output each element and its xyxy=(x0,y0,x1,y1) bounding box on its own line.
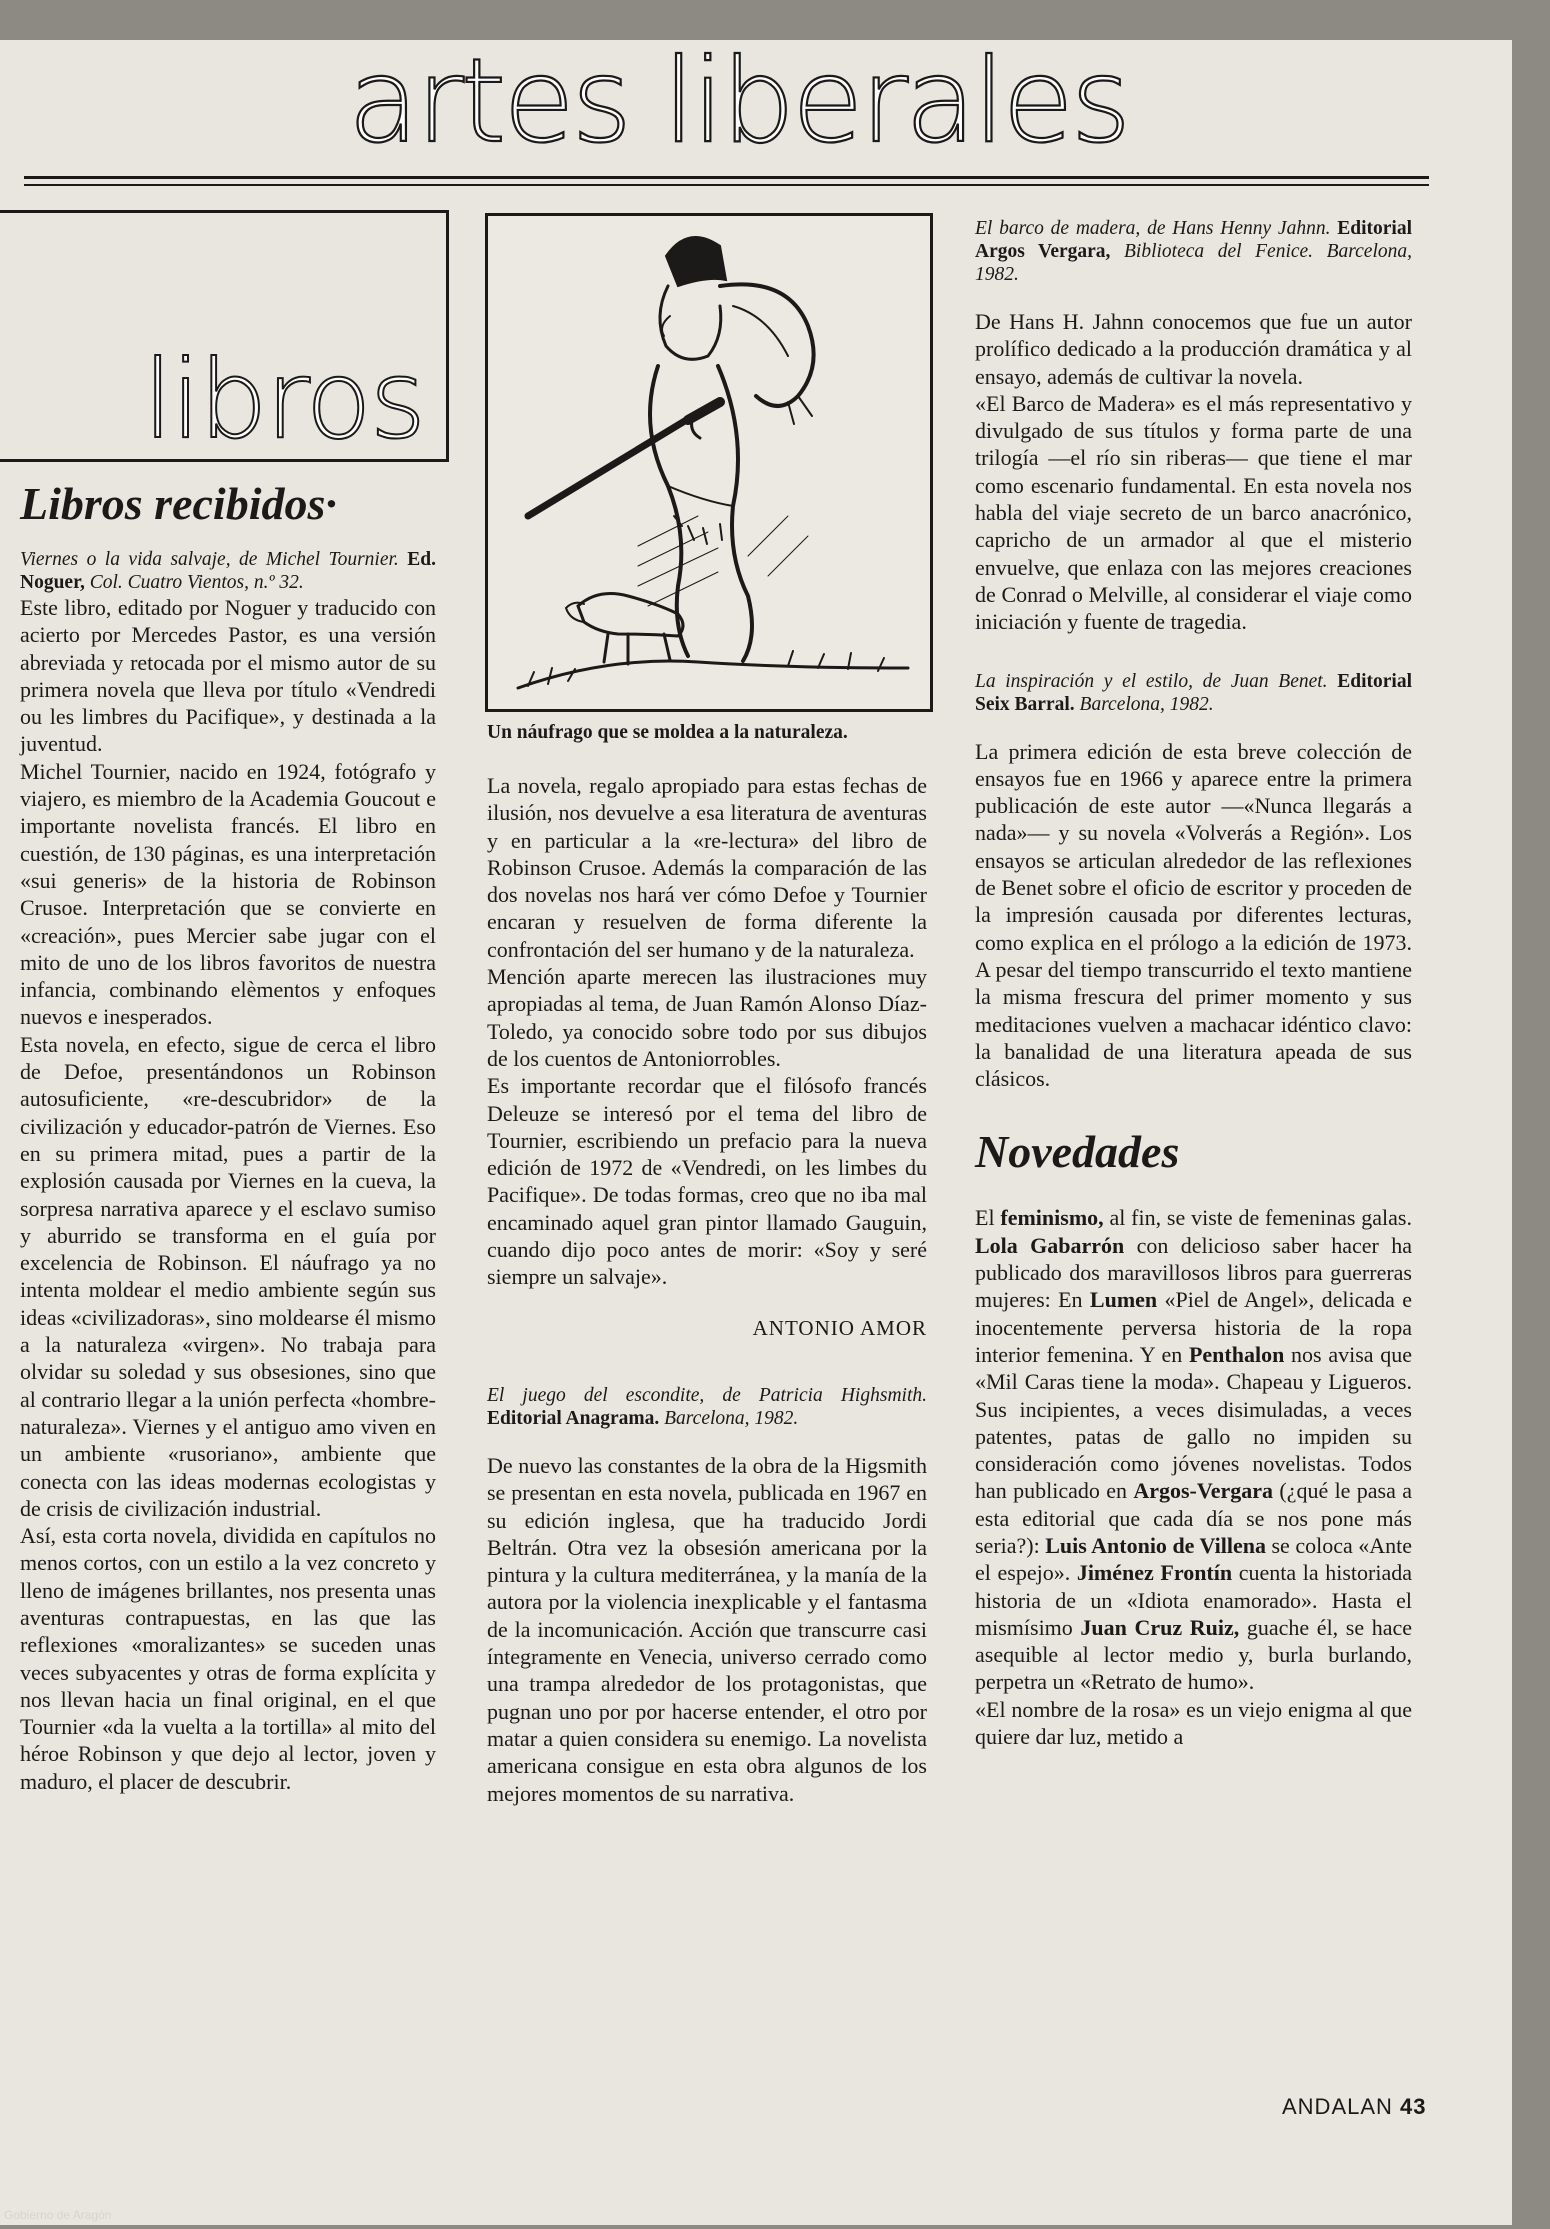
novedades-bold: Luis Antonio de Villena xyxy=(1045,1532,1266,1558)
novedades-bold: Argos-Vergara xyxy=(1133,1478,1274,1504)
book-author: de Juan Benet. xyxy=(1192,670,1338,692)
magazine-name: ANDALAN xyxy=(1282,2094,1393,2119)
review-reference xyxy=(20,548,436,594)
paragraph: Este libro, editado por Noguer y traducido con acierto por Mercedes Pastor, es una versión abreviada y retocada por el mismo autor de su primera novela que lleva por título «Vendredi ou les limbres du Pacifique», y destinada a la juventud. xyxy=(20,595,436,757)
book-publisher: Editorial Argos Vergara, xyxy=(975,218,1412,262)
novedades-text: guache él, se hace asequible al lector medio y, burla burlando, perpetra un «Retrato de humo». xyxy=(975,1614,1413,1695)
paragraph: «El nombre de la rosa» es un viejo enigma al que quiere dar luz, metido a xyxy=(975,1696,1412,1750)
paragraph: La novela, regalo apropiado para estas fechas de ilusión, nos devuelve a esa literatura de aventuras y en particular a la «re-lectura» del libro de Robinson Crusoe. Además la comparación de las dos novelas nos hará ver cómo Defoe y Tournier encaran y resuelven de forma diferente la confrontación del ser humano y de la naturaleza. xyxy=(487,773,927,962)
novedades-bold: feminismo, xyxy=(1000,1205,1104,1231)
book-author: de Patricia Highsmith. xyxy=(704,1384,927,1406)
paragraph: Es importante recordar que el filósofo francés Deleuze se interesó por el tema del libro de Tournier, escribiendo un prefacio para la nueva edición de 1972 de «Vendredi, on les limbes du Pacifique». De todas formas, creo que no iba mal encaminado aquel gran pintor llamado Gauguin, cuando dijo poco antes de morir: «Soy y seré siempre un salvaje». xyxy=(487,1073,927,1290)
novedades-paragraph xyxy=(975,1204,1412,1695)
libros-box xyxy=(0,210,449,462)
paragraph: La primera edición de esta breve colección de ensayos fue en 1966 y aparece entre la primera publicación de este autor —«Nunca llegarás a nada»— y su novela «Volverás a Región». Los ensayos se articulan alrededor de las reflexiones de Benet sobre el oficio de escritor y proceden de la impresión causada por diferentes lecturas, como explica en el prólogo a la edición de 1973. A pesar del tiempo transcurrido el texto mantiene la misma frescura del primer momento y sus meditaciones vuelven a machacar idéntico clavo: la banalidad de una literatura apeada de sus clásicos. xyxy=(975,738,1412,1092)
novedades-text: cuenta la historiada historia de un «Idiota enamorado». Hasta el mismísimo xyxy=(975,1560,1412,1640)
book-place: Barcelona, 1982. xyxy=(1074,693,1214,715)
author-signature: ANTONIO AMOR xyxy=(752,1315,927,1340)
paragraph: Así, esta corta novela, dividida en capítulos no menos cortos, con un estilo a la vez concreto y lleno de imágenes brillantes, nos presenta unas aventuras contrapuestas, en las que las reflexiones «moralizantes» se suceden unas veces subyacentes y otras de forma explícita y nos llevan hacia un final original, en el que Tournier «da la vuelta a la tortilla» al mito del héroe Robinson y que dejo al lector, joven y maduro, el placer de descubrir. xyxy=(20,1523,436,1794)
paragraph: De Hans H. Jahnn conocemos que fue un autor prolífico dedicado a la producción dramática y al ensayo, además de cultivar la novela. xyxy=(975,309,1412,389)
masthead-rule-bottom xyxy=(24,184,1429,186)
novedades-bold: Juan Cruz Ruiz, xyxy=(1080,1614,1240,1640)
novedades-heading: Novedades xyxy=(975,1126,1180,1178)
libros-recibidos-heading: Libros recibidos· xyxy=(20,478,337,529)
archive-credit: Gobierno de Aragón xyxy=(4,2208,112,2222)
novedades-text: se coloca «Ante el espejo». xyxy=(975,1532,1412,1586)
review-reference xyxy=(975,670,1412,716)
castaway-hunter-illustration xyxy=(488,216,930,709)
novedades-text: nos avisa que «Mil Caras tiene la moda». Chapeau y Ligueros. Sus incipientes, a veces disimuladas, a veces patentes, patas de gallo no impiden su consideración como jóvenes novelistas. Todos han publicado en xyxy=(975,1341,1412,1504)
review-reference xyxy=(975,217,1412,286)
libros-title: libros xyxy=(143,338,424,463)
review-reference xyxy=(487,1384,927,1430)
novedades-bold: Penthalon xyxy=(1188,1341,1285,1367)
book-series: Col. Cuatro Vientos, n.º 32. xyxy=(84,572,304,593)
book-publisher: Editorial Seix Barral. xyxy=(975,670,1412,715)
left-column xyxy=(20,478,436,1795)
novedades-text: El xyxy=(975,1205,1001,1231)
book-place: Barcelona, 1982. xyxy=(659,1407,799,1429)
paragraph: Mención aparte merecen las ilustraciones muy apropiadas al tema, de Juan Ramón Alonso Díaz-Toledo, ya conocido sobre todo por sus dibujos de los cuentos de Antoniorrobles. xyxy=(487,964,927,1071)
paragraph: «El Barco de Madera» es el más representativo y divulgado de sus títulos y forma parte de una trilogía —el río sin riberas— que tiene el mar como escenario fundamental. En esta novela nos habla del viaje secreto de un barco anacrónico, capricho de un armador al que el misterio envuelve, que enlaza con las mejores creaciones de Conrad o Melville, al considerar el viaje como iniciación y fuente de tragedia. xyxy=(975,390,1412,635)
novedades-bold: Lola Gabarrón xyxy=(975,1232,1125,1258)
section-title: artes liberales xyxy=(348,34,1129,169)
paragraph: Michel Tournier, nacido en 1924, fotógrafo y viajero, es miembro de la Academia Goucout e importante novelista francés. El libro en cuestión, de 130 páginas, es una interpretación «sui generis» de la historia de Robinson Crusoe. Interpretación que se convierte en «creación», pues Mercier sabe jugar con el mito de uno de los libros favoritos de nuestra infancia, combinando elèmentos y enfoques nuevos e inesperados. xyxy=(20,758,436,1030)
novedades-text: al fin, se viste de femeninas galas. xyxy=(1103,1205,1412,1231)
page-number: 43 xyxy=(1400,2094,1427,2119)
illustration-caption: Un náufrago que se moldea a la naturaleza. xyxy=(487,722,848,743)
paragraph: De nuevo las constantes de la obra de la Higsmith se presentan en esta novela, publicada en 1967 en su edición inglesa, que ha traducido Jordi Beltrán. Otra vez la obsesión americana por la pintura y la cultura mediterránea, y la manía de la autora por la violencia inexplicable y el fantasma de la incomunicación. Acción que transcurre casi íntegramente en Venecia, universo cerrado como una trampa alrededor de los protagonistas, que pugnan uno por por hacerse entender, el otro por matar a quien considera su enemigo. La novelista americana consigue en esta obra algunos de los mejores momentos de su narrativa. xyxy=(487,1452,927,1806)
novedades-bold: Lumen xyxy=(1089,1287,1158,1313)
novedades-bold: Jiménez Frontín xyxy=(1076,1560,1233,1586)
novedades-text: con delicioso saber hacer ha publicado dos maravillosos libros para guerreras mujeres: En xyxy=(975,1232,1412,1313)
illustration-frame xyxy=(485,213,933,712)
book-author: de Hans Henny Jahnn. xyxy=(1140,218,1338,239)
book-title: La inspiración y el estilo, xyxy=(975,670,1193,692)
right-column xyxy=(975,217,1412,1750)
book-title: El juego del escondite, xyxy=(487,1384,705,1406)
paragraph: Esta novela, en efecto, sigue de cerca el libro de Defoe, presentándonos un Robinson autosuficiente, «re-descubridor» de la civilización y educador-patrón de Viernes. Eso en su primera mitad, pues a partir de la explosión causada por Viernes en la cueva, la sorpresa narrativa aparece y el esclavo sumiso y aburrido se transforma en el guía por excelencia de Robinson. El náufrago ya no intenta moldear el medio ambiente según sus ideas «civilizadoras», sino moldearse él mismo a la naturaleza «virgen». No trabaja para olvidar su soledad y sus obsesiones, sino que al contrario llegar a la unión perfecta «hombre-naturaleza». Viernes y el antiguo amo viven en un ambiente «rusoriano», ambiente que conecta con las ideas modernas ecologistas y de crisis de civilización industrial. xyxy=(20,1031,436,1521)
masthead-rule-top xyxy=(24,176,1429,179)
book-publisher: Ed. Noguer, xyxy=(20,549,436,593)
book-publisher: Editorial Anagrama. xyxy=(487,1407,660,1429)
novedades-text: (¿qué le pasa a esta editorial que cada día se nos pone más seria?): xyxy=(975,1478,1412,1558)
book-title: El barco de madera, xyxy=(975,218,1141,239)
book-place: Biblioteca del Fenice. Barcelona, 1982. xyxy=(975,241,1413,285)
middle-column xyxy=(487,772,927,1807)
page-folio xyxy=(1282,2094,1427,2120)
masthead xyxy=(0,34,1430,192)
book-title: Viernes o la vida salvaje, xyxy=(20,549,231,570)
book-author: de Michel Tournier. xyxy=(230,549,408,570)
novedades-text: «Piel de Angel», delicada e inocentemente perversa historia de la ropa interior femenina. Y en xyxy=(975,1287,1412,1367)
